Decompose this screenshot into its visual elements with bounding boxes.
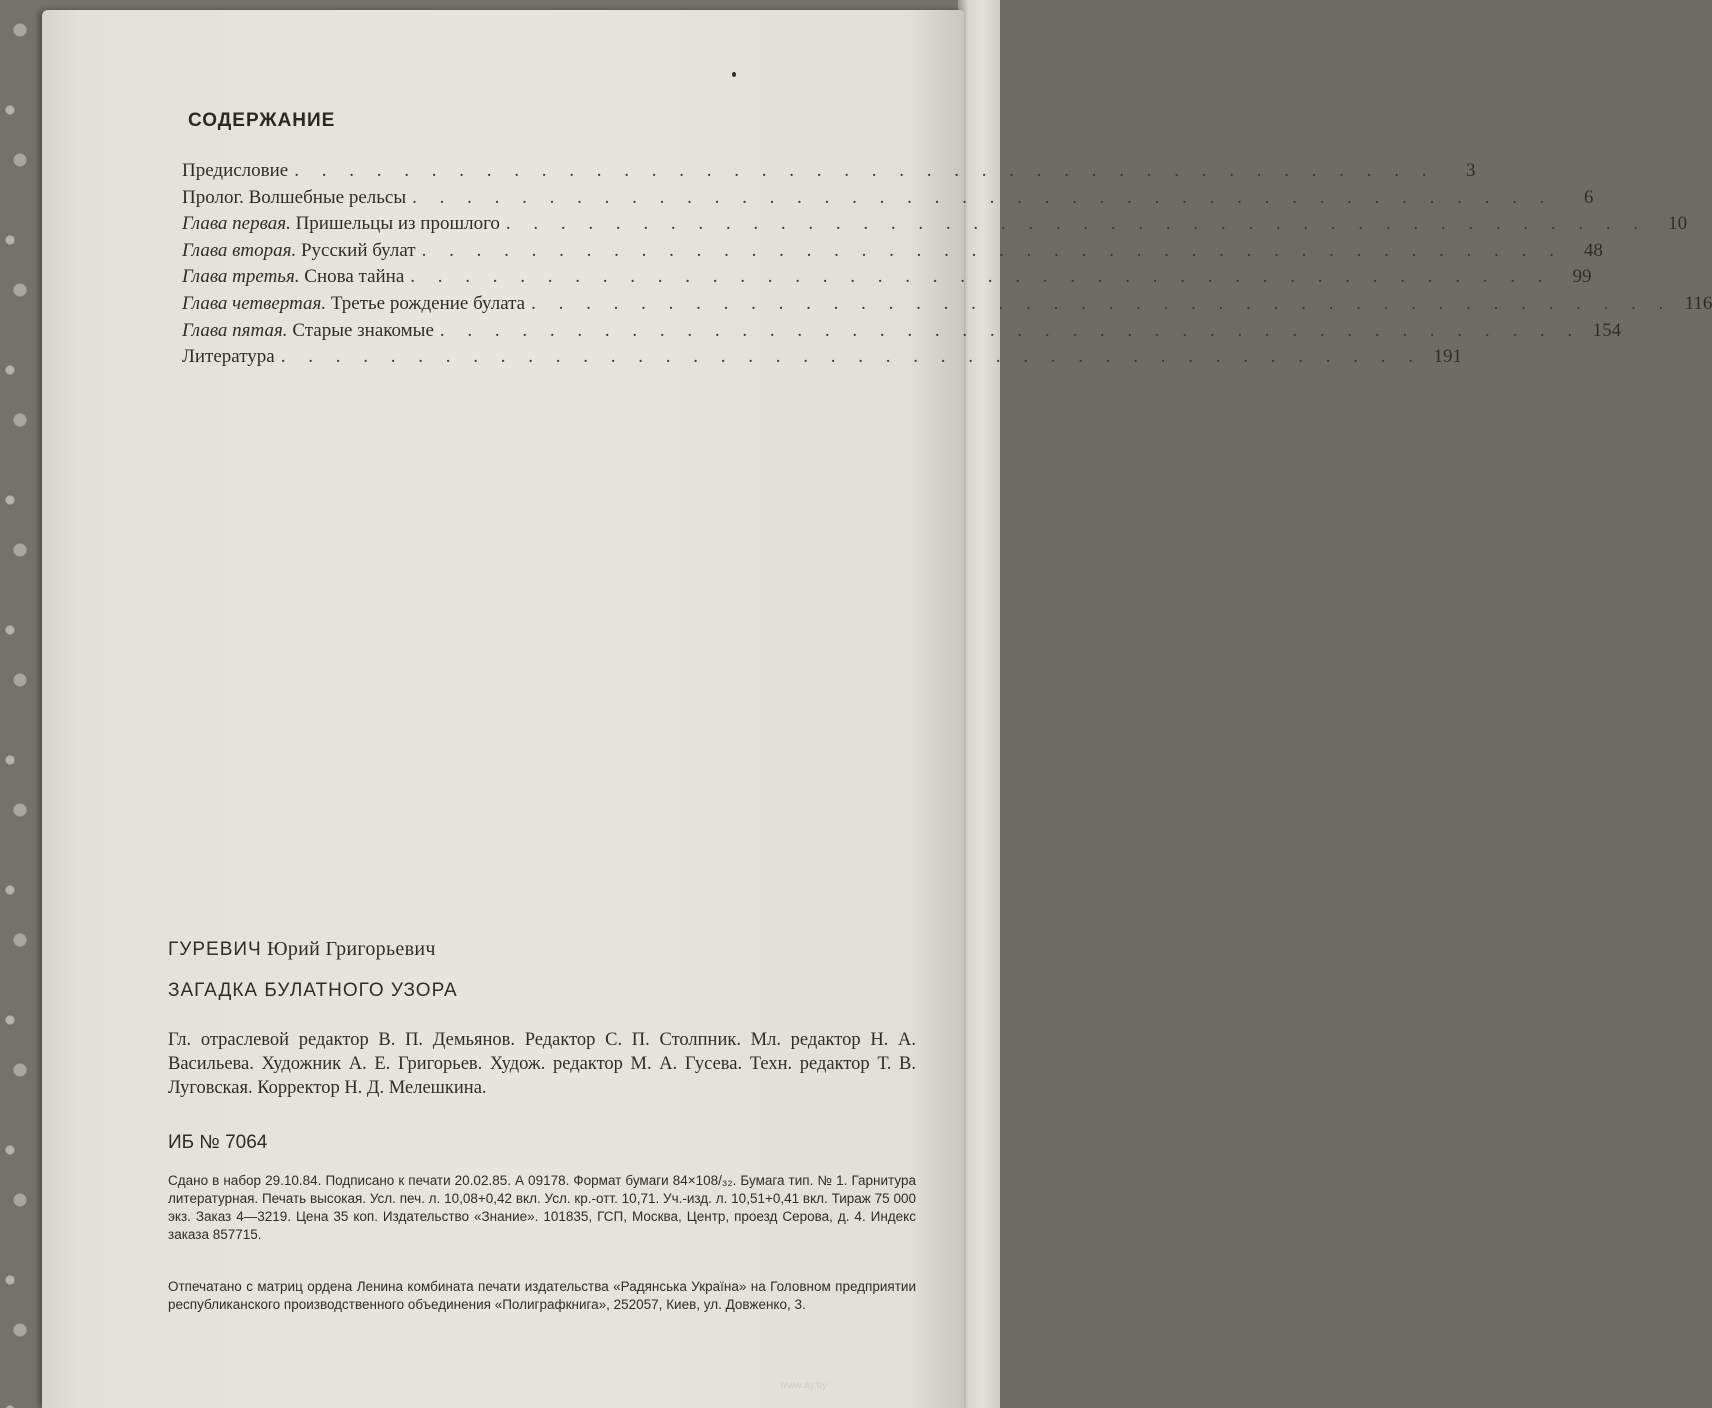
toc-entry [182, 185, 1594, 212]
toc-page-number: 10 [1668, 213, 1688, 235]
toc-chapter-title: Русский булат [296, 239, 416, 261]
toc-entry [182, 211, 1688, 238]
printer-details: Отпечатано с матриц ордена Ленина комбината печати издательства «Радянська Україна» на Головном предприятии республиканского производственного объединения «Полиграфкнига», 252057, Киев, ул. Довженко, 3. [168, 1279, 916, 1312]
toc-entry [182, 291, 1712, 318]
author-names: Юрий Григорьевич [261, 938, 436, 960]
watermark: www.ay.by [780, 1380, 828, 1391]
toc-dot-leader: . . . . . . . . . . . . . . . . . . . . . . . . . . . . . . . . . . . . . . . . . . [531, 292, 1673, 314]
author-line [168, 938, 436, 961]
toc-chapter-number: Глава четвертая. [182, 292, 327, 314]
toc-entry-title [182, 238, 416, 265]
editors-credits: Гл. отраслевой редактор В. П. Демьянов. Редактор С. П. Столпник. Мл. редактор Н. А. Васильева. Художник А. Е. Григорьев. Худож. редактор М. А. Гусева. Техн. редактор Т. В. Луговская. Корректор Н. Д. Мелешкина. [168, 1030, 916, 1098]
toc-entry [182, 264, 1592, 291]
toc-page-number: 6 [1583, 186, 1594, 208]
toc-chapter-number: Глава вторая. [182, 239, 297, 261]
toc-chapter-title: Предисловие [182, 160, 289, 181]
book-title: ЗАГАДКА БУЛАТНОГО УЗОРА [168, 980, 458, 1001]
imprint-details: Сдано в набор 29.10.84. Подписано к печати 20.02.85. А 09178. Формат бумаги 84×108/₃₂. Бумага тип. № 1. Гарнитура литературная. Печать высокая. Усл. печ. л. 10,08+0,42 вкл. Усл. кр.-отт. 10,71. Уч.-изд. л. 10,51+0,41 вкл. Тираж 75 000 экз. Заказ 4—3219. Цена 35 коп. Издательство «Знание». 101835, ГСП, Москва, Центр, проезд Серова, д. 4. Индекс заказа 857715. [168, 1173, 916, 1242]
toc-entry-title [182, 344, 275, 371]
toc-entry [182, 344, 1462, 371]
toc-chapter-title: Старые знакомые [287, 319, 434, 341]
toc-heading: СОДЕРЖАНИЕ [188, 110, 336, 131]
ib-number: ИБ № 7064 [168, 1132, 268, 1153]
toc-entry-title [182, 264, 404, 291]
toc-chapter-number: Глава первая. [182, 213, 291, 235]
toc-chapter-title: Пришельцы из прошлого [290, 213, 500, 235]
toc-entry-title [182, 211, 500, 238]
toc-page-number: 154 [1592, 319, 1622, 341]
toc-dot-leader: . . . . . . . . . . . . . . . . . . . . . . . . . . . . . . . . . . . . . . . . . . [505, 213, 1648, 235]
toc-dot-leader: . . . . . . . . . . . . . . . . . . . . . . . . . . . . . . . . . . . . . . . . . . [412, 186, 1554, 208]
author-surname: ГУРЕВИЧ [168, 939, 262, 960]
toc-page-number: 99 [1572, 266, 1592, 288]
book-page [42, 10, 1712, 1408]
toc-entry [182, 158, 1476, 185]
toc-entry-title [182, 158, 288, 185]
toc-chapter-number: Глава третья. [182, 266, 300, 288]
toc-entry [182, 318, 1622, 345]
toc-page-number: 3 [1465, 160, 1476, 181]
toc-chapter-title: Литература [182, 346, 275, 368]
toc-entry [182, 238, 1603, 265]
toc-dot-leader: . . . . . . . . . . . . . . . . . . . . . . . . . . . . . . . . . . . . . . . . . . [280, 346, 1422, 368]
toc-chapter-title: Снова тайна [299, 266, 405, 288]
toc-entry-title [182, 318, 434, 345]
toc-page-number: 191 [1433, 346, 1462, 368]
table-of-contents [182, 158, 1712, 371]
toc-dot-leader: . . . . . . . . . . . . . . . . . . . . . . . . . . . . . . . . . . . . . . . . . . [421, 239, 1563, 261]
ink-speck [732, 72, 736, 77]
toc-chapter-number: Глава пятая. [182, 319, 288, 341]
toc-chapter-title: Пролог. Волшебные рельсы [182, 186, 407, 208]
toc-dot-leader: . . . . . . . . . . . . . . . . . . . . . . . . . . . . . . . . . . . . . . . . . . [439, 319, 1582, 341]
toc-entry-title [182, 291, 525, 318]
toc-entry-title [182, 185, 406, 212]
toc-page-number: 116 [1684, 292, 1712, 314]
toc-dot-leader: . . . . . . . . . . . . . . . . . . . . . . . . . . . . . . . . . . . . . . . . . . [410, 266, 1552, 288]
toc-dot-leader: . . . . . . . . . . . . . . . . . . . . . . . . . . . . . . . . . . . . . . . . . . [294, 160, 1436, 181]
toc-page-number: 48 [1583, 239, 1603, 261]
toc-chapter-title: Третье рождение булата [326, 292, 526, 314]
